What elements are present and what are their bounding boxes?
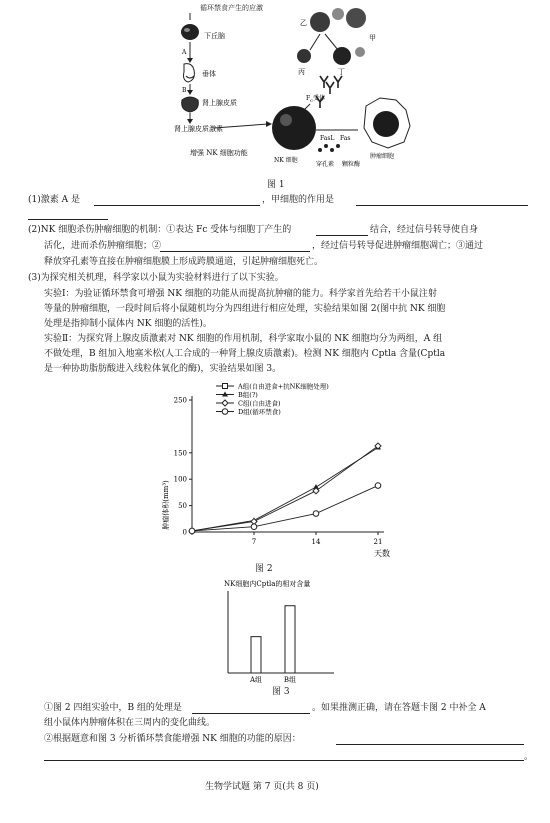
fig2-marker-square xyxy=(223,384,228,389)
figure1-diagram xyxy=(170,0,420,168)
q2-answer-blank-2[interactable] xyxy=(160,251,310,252)
fig1-fasl: FasL xyxy=(320,135,335,142)
cell-yi-shape xyxy=(310,12,330,32)
fig2-xtick-label: 21 xyxy=(373,538,383,546)
q3-sub2-period: 。 xyxy=(524,752,534,762)
q3-sub2-a: ②根据题意和图 3 分析循环禁食能增强 NK 细胞的功能的原因： xyxy=(44,734,301,744)
q3-exp1-line1: 实验Ⅰ：为验证循环禁食可增强 NK 细胞的功能从而提高抗肿瘤的能力。科学家首先给若干小鼠注射 xyxy=(44,289,437,299)
fig2-marker-circle xyxy=(189,528,195,534)
fig2-series-line xyxy=(192,446,378,531)
q3-exp2-line1: 实验Ⅱ：为探究肾上腺皮质激素对 NK 细胞的作用机制，科学家取小鼠的 NK 细胞均分为两组，A 组 xyxy=(44,334,443,344)
adrenal-shape xyxy=(182,97,199,112)
figure2-caption: 图 2 xyxy=(255,564,273,574)
q2-line1-b: 结合，经过信号转导使自身 xyxy=(370,225,479,235)
q3-sub2-blank-2[interactable] xyxy=(44,760,524,761)
q1-text-b: ，甲细胞的作用是 xyxy=(262,195,335,205)
cell-ding-shape xyxy=(333,47,351,65)
fig2-ytick-label: 50 xyxy=(178,502,187,511)
pituitary-shape xyxy=(184,64,195,82)
q3-sub2-blank-1[interactable] xyxy=(336,744,524,745)
fig2-ytick-label: 0 xyxy=(182,528,187,537)
fig1-pituitary: 垂体 xyxy=(202,70,216,78)
fig1-nk-cell: NK 细胞 xyxy=(274,157,298,164)
q2-line1-a: (2)NK 细胞杀伤肿瘤细胞的机制：①表达 Fc 受体与细胞丁产生的 xyxy=(28,225,292,235)
figure3-bar-chart xyxy=(220,577,340,685)
fig2-legend-label: B组(?) xyxy=(238,391,258,399)
q2-line2-a: 活化，进而杀伤肿瘤细胞；② xyxy=(44,241,162,251)
q3-exp1-line3: 处理是指抑制小鼠体内 NK 细胞的活性)。 xyxy=(44,319,212,329)
fig1-fas: Fas xyxy=(340,135,351,142)
fig3-bar xyxy=(251,637,261,673)
fig1-cell-bing: 丙 xyxy=(298,68,305,76)
q1-answer-blank-1[interactable] xyxy=(94,205,260,206)
q3-exp1-line2: 等量的肿瘤细胞，一段时间后将小鼠随机均分为四组进行相应处理，实验结果如图 2(图中抗 NK 细胞 xyxy=(44,304,446,314)
fig1-cell-yi: 乙 xyxy=(300,19,307,27)
fig1-adrenal-cortex: 肾上腺皮质 xyxy=(202,99,237,107)
fig2-ytick-label: 100 xyxy=(173,475,187,484)
q3-sub1-blank[interactable] xyxy=(192,713,310,714)
fig2-marker-circle xyxy=(251,524,257,530)
q2-line3: 释放穿孔素等直接在肿瘤细胞膜上形成跨膜通道，引起肿瘤细胞死亡。 xyxy=(44,257,324,267)
fig2-xtick-label: 7 xyxy=(251,538,257,546)
nk-cell-shape xyxy=(272,106,316,150)
fig3-bar xyxy=(285,606,295,673)
fig2-marker-circle xyxy=(313,511,319,517)
fig2-legend-label: C组(自由进食) xyxy=(238,399,281,408)
fig1-fc-c: c xyxy=(310,98,313,104)
q2-answer-blank-1[interactable] xyxy=(316,235,368,236)
q3-intro: (3)为探究相关机理，科学家以小鼠为实验材料进行了以下实验。 xyxy=(28,273,284,283)
fig2-legend-label: A组(自由进食+抗NK细胞处理) xyxy=(238,382,329,391)
fig1-arrow-b: B xyxy=(182,87,187,94)
hypothalamus-shape xyxy=(181,24,199,40)
fig1-enhance: 增强 NK 细胞功能 xyxy=(190,149,248,157)
fig2-ytick-label: 250 xyxy=(173,396,187,405)
q3-exp2-line3: 是一种协助脂肪酸进入线粒体氧化的酶)，实验结果如图 3。 xyxy=(44,364,282,374)
fig2-marker-circle xyxy=(375,483,381,489)
q1-text-a: (1)激素 A 是 xyxy=(28,195,80,205)
figure2-line-chart xyxy=(150,380,410,565)
fig1-fc-f: F xyxy=(306,95,311,102)
fig2-series-line xyxy=(192,448,378,531)
q2-line2-b: ，经过信号转导促进肿瘤细胞凋亡；③通过 xyxy=(312,241,484,251)
figure3-caption: 图 3 xyxy=(272,687,290,697)
fig3-category-label: A组 xyxy=(249,676,263,684)
fig1-tumor-cell: 肿瘤细胞 xyxy=(370,153,395,160)
fig1-arrow-a: A xyxy=(182,49,187,56)
fig2-xlabel: 天数 xyxy=(374,549,390,558)
q1-answer-blank-3[interactable] xyxy=(28,219,108,220)
fig1-fc-receptor: 受体 xyxy=(312,95,325,102)
q1-answer-blank-2[interactable] xyxy=(356,205,528,206)
fig2-marker-diamond xyxy=(222,400,228,406)
fig1-hypothalamus: 下丘脑 xyxy=(204,32,225,40)
fig2-marker-circle xyxy=(222,409,228,415)
fig2-series-line xyxy=(192,486,378,531)
cell-bing-shape xyxy=(297,49,311,63)
fig2-legend-label: D组(循环禁食) xyxy=(238,408,281,416)
figure1-caption: 图 1 xyxy=(267,180,285,190)
fig1-granule: 颗粒酶 xyxy=(342,161,361,168)
fig2-ylabel: 肿瘤体积(mm³) xyxy=(162,480,170,530)
fig1-cell-jia: 甲 xyxy=(369,34,376,42)
fig2-xtick-label: 14 xyxy=(311,538,321,546)
fig1-perforin: 穿孔素 xyxy=(316,161,335,168)
cell-jia-shape xyxy=(346,8,366,28)
page-footer: 生物学试题 第 7 页(共 8 页) xyxy=(205,782,319,792)
q3-exp2-line2: 不做处理，B 组加入地塞米松(人工合成的一种肾上腺皮质激素)。检测 NK 细胞内 Cptla 含量(Cptla xyxy=(44,349,446,359)
fig2-ytick-label: 150 xyxy=(173,449,187,458)
q3-sub1-a: ①图 2 四组实验中，B 组的处理是 xyxy=(44,703,182,713)
fig1-hormone: 肾上腺皮质激素 xyxy=(174,125,223,133)
q3-sub1-c: 组小鼠体内肿瘤体积在三周内的变化曲线。 xyxy=(44,718,216,728)
fig1-top-text: 循环禁食产生的应激 xyxy=(200,4,263,12)
fig3-title: NK细胞内Cptla的相对含量 xyxy=(224,580,311,588)
fig3-category-label: B组 xyxy=(283,676,297,684)
fig1-cell-ding: 丁 xyxy=(338,68,345,76)
q3-sub1-b: 。如果推测正确，请在答题卡图 2 中补全 A xyxy=(312,703,486,713)
